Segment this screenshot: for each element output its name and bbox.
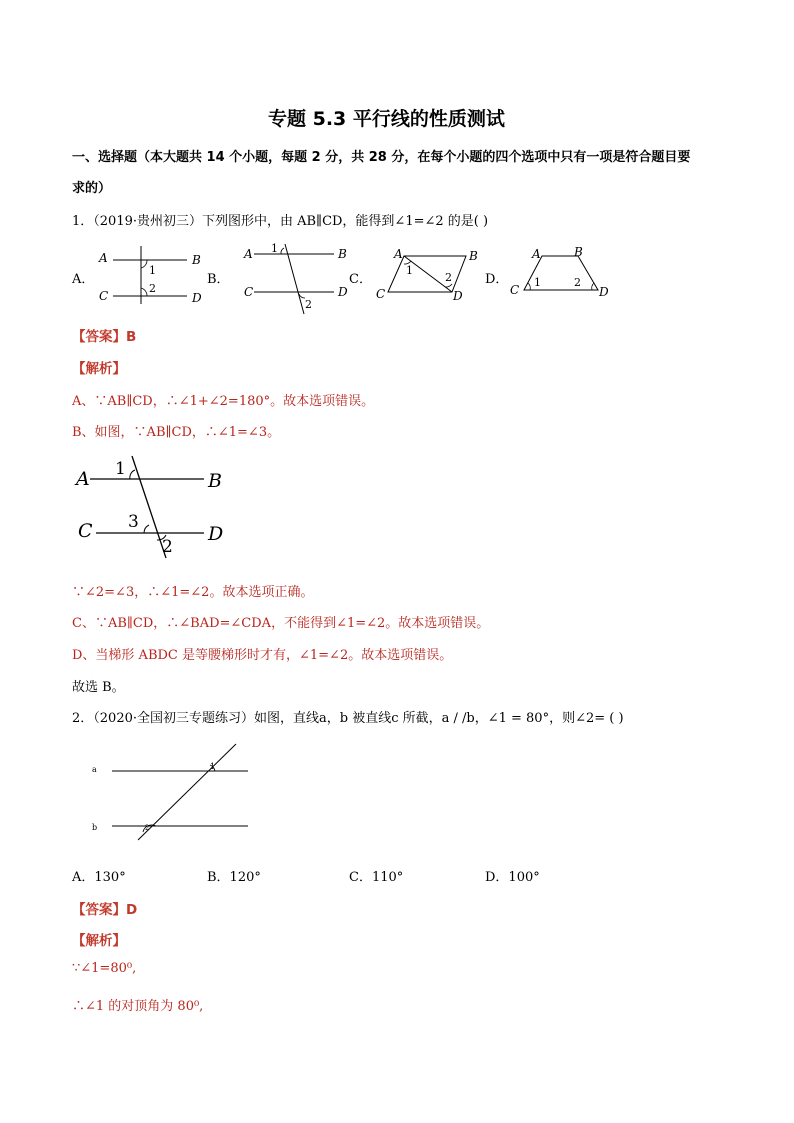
question-2-stem: 2．（2020·全国初三专题练习）如图，直线a，b 被直线c 所截，a / /b，∠1 = 80°，则∠2= ( ) <box>72 711 624 726</box>
q1-analysis-c: C、∵AB∥CD，∴∠BAD=∠CDA，不能得到∠1=∠2。故本选项错误。 <box>72 616 490 631</box>
fig-a-angle-2: 2 <box>149 282 156 295</box>
q1-analysis-d: D、当梯形 ABDC 是等腰梯形时才有，∠1=∠2。故本选项错误。 <box>72 648 453 663</box>
fig-a-label-a: A <box>99 251 108 265</box>
section-heading-line2: 求的） <box>72 181 112 196</box>
fig-d-label-a: A <box>532 247 541 261</box>
q2-option-c: C．110° <box>349 870 404 885</box>
fig-d-angle-2: 2 <box>574 276 581 289</box>
fig-b-label-c: C <box>244 285 254 299</box>
q2-fig-angle-1: 1 <box>210 762 216 771</box>
analysis-fig-label-d: D <box>208 523 224 545</box>
fig-b-angle-2: 2 <box>305 298 312 311</box>
option-c-label: C． <box>349 272 372 287</box>
fig-d-label-d: D <box>599 285 609 299</box>
fig-c-angle-2: 2 <box>445 271 452 284</box>
q2-fig-label-a: a <box>92 765 97 774</box>
figure-option-a <box>95 244 205 306</box>
figure-option-d <box>508 246 618 302</box>
fig-b-label-b: B <box>338 247 347 261</box>
q1-analysis-b: B、如图，∵AB∥CD，∴∠1=∠3。 <box>72 425 281 440</box>
option-a-label: A． <box>72 272 95 287</box>
analysis-fig-label-c: C <box>78 520 93 542</box>
figure-option-c <box>374 246 484 302</box>
analysis-fig-angle-2: 2 <box>162 537 173 557</box>
fig-b-label-d: D <box>338 285 348 299</box>
analysis-fig-label-a: A <box>76 468 90 490</box>
question-2-figure <box>88 742 253 842</box>
fig-c-angle-1: 1 <box>406 264 413 277</box>
fig-a-angle-1: 1 <box>149 264 156 277</box>
section-heading-line1: 一、选择题（本大题共 14 个小题，每题 2 分，共 28 分，在每个小题的四个选项中只有一项是符合题目要 <box>72 150 691 165</box>
fig-d-label-b: B <box>574 246 583 259</box>
q2-analysis-line1: ∵∠1=80⁰, <box>72 961 137 976</box>
fig-d-angle-1: 1 <box>534 276 541 289</box>
fig-a-label-b: B <box>192 253 201 267</box>
fig-c-label-c: C <box>376 287 386 301</box>
figure-option-b <box>240 242 352 316</box>
q2-analysis-label: 【解析】 <box>72 933 126 949</box>
fig-a-label-c: C <box>99 289 109 303</box>
q1-analysis-label: 【解析】 <box>72 361 126 377</box>
page-title: 专题 5.3 平行线的性质测试 <box>268 108 505 130</box>
q2-analysis-line2: ∴∠1 的对顶角为 80⁰, <box>72 999 204 1014</box>
fig-a-label-d: D <box>192 291 202 305</box>
q2-answer: 【答案】D <box>72 902 138 918</box>
q1-analysis-a: A、∵AB∥CD，∴∠1+∠2=180°。故本选项错误。 <box>72 394 375 409</box>
fig-b-label-a: A <box>244 247 253 261</box>
q1-answer: 【答案】B <box>72 329 137 345</box>
q2-fig-label-b: b <box>92 823 98 832</box>
fig-c-label-b: B <box>469 249 478 263</box>
fig-c-label-d: D <box>453 289 463 302</box>
q2-option-a: A．130° <box>72 870 126 885</box>
fig-b-angle-1: 1 <box>271 242 278 255</box>
fig-d-label-c: C <box>510 283 520 297</box>
q2-option-b: B．120° <box>207 870 261 885</box>
question-1-stem: 1．（2019·贵州初三）下列图形中，由 AB∥CD，能得到∠1=∠2 的是( ) <box>72 214 489 229</box>
option-d-label: D． <box>485 272 509 287</box>
q1-analysis-b2: ∵∠2=∠3，∴∠1=∠2。故本选项正确。 <box>72 585 314 600</box>
q2-fig-angle-2: 2 <box>145 824 150 832</box>
q1-conclusion: 故选 B。 <box>72 680 125 695</box>
fig-c-label-a: A <box>394 247 403 261</box>
analysis-fig-angle-3: 3 <box>128 512 139 532</box>
analysis-fig-angle-1: 1 <box>115 459 126 479</box>
option-b-label: B． <box>207 272 230 287</box>
q2-option-d: D．100° <box>485 870 540 885</box>
analysis-figure <box>72 452 232 562</box>
analysis-fig-label-b: B <box>208 470 222 492</box>
